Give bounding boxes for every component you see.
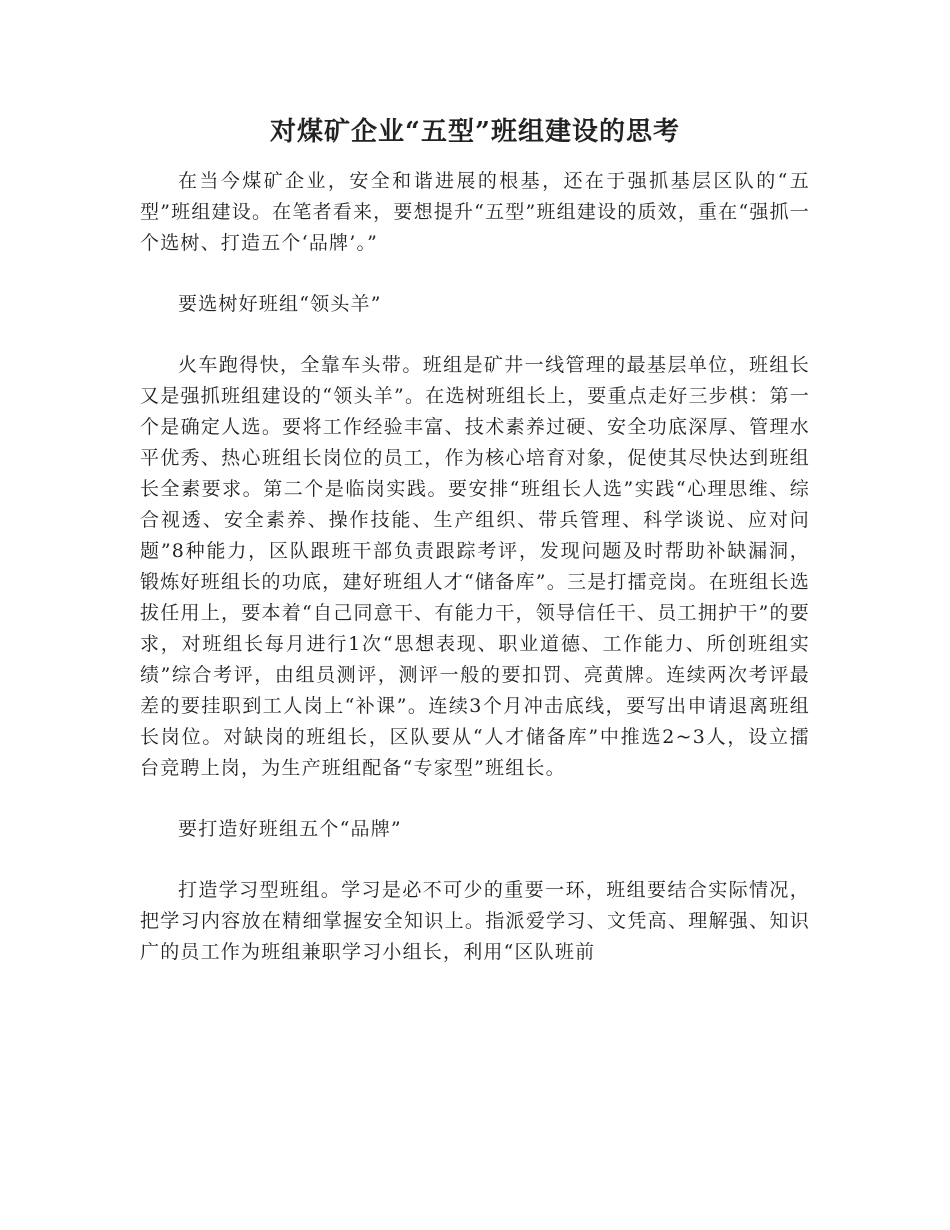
intro-paragraph: 在当今煤矿企业，安全和谐进展的根基，还在于强抓基层区队的“五型”班组建设。在笔者看来，要想提升“五型”班组建设的质效，重在“强抓一个选树、打造五个‘品牌’。”	[140, 170, 810, 254]
section-heading-leader: 要选树好班组“领头羊”	[178, 293, 382, 315]
document-title: 对煤矿企业“五型”班组建设的思考	[270, 117, 680, 147]
document-body	[140, 166, 810, 968]
learning-paragraph: 打造学习型班组。学习是必不可少的重要一环，班组要结合实际情况，把学习内容放在精细掌握安全知识上。指派爱学习、文凭高、理解强、知识广的员工作为班组兼职学习小组长，利用“区队班前	[140, 879, 810, 963]
section-heading-brands: 要打造好班组五个“品牌”	[178, 818, 402, 840]
leader-paragraph: 火车跑得快，全靠车头带。班组是矿井一线管理的最基层单位，班组长又是强抓班组建设的“领头羊”。在选树班组长上，要重点走好三步棋：第一个是确定人选。要将工作经验丰富、技术素养过硬、安全功底深厚、管理水平优秀、热心班组长岗位的员工，作为核心培育对象，促使其尽快达到班组长全素要求。第二个是临岗实践。要安排“班组长人选”实践“心理思维、综合视透、安全素养、操作技能、生产组织、带兵管理、科学谈说、应对问题”8种能力，区队跟班干部负责跟踪考评，发现问题及时帮助补缺漏洞，锻炼好班组长的功底，建好班组人才“储备库”。三是打擂竞岗。在班组长选拔任用上，要本着“自己同意干、有能力干，领导信任干、员工拥护干”的要求，对班组长每月进行1次“思想表现、职业道德、工作能力、所创班组实绩”综合考评，由组员测评，测评一般的要扣罚、亮黄牌。连续两次考评最差的要挂职到工人岗上“补课”。连续3个月冲击底线，要写出申请退离班组长岗位。对缺岗的班组长，区队要从“人才储备库”中推选2~3人，设立擂台竞聘上岗，为生产班组配备“专家型”班组长。	[140, 354, 810, 779]
